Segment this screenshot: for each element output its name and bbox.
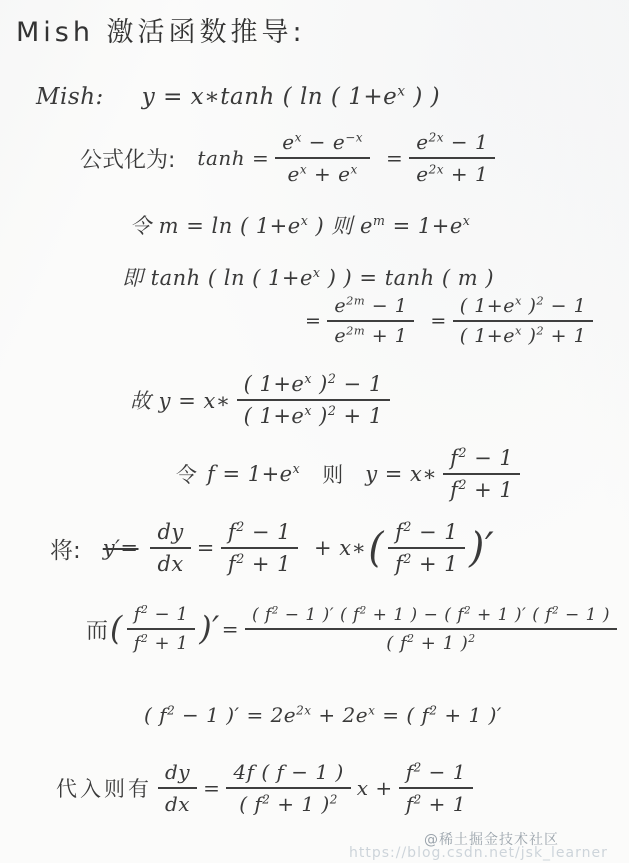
- line-f-prime: [144, 703, 502, 727]
- line-derivative: [50, 520, 496, 576]
- substitute-text: 即 tanh ( ln ( $1+e^x$ ) ) = tanh ( m ): [122, 265, 495, 290]
- fraction-numerator: $e^{2x} - 1$: [409, 130, 495, 159]
- open-paren: (: [110, 610, 123, 648]
- equals-sign: =: [203, 776, 221, 800]
- close-paren-prime: )′: [199, 610, 220, 648]
- fraction-e2m: [327, 295, 414, 347]
- fraction-denominator: ( $f^2 + 1$ )$^2$: [239, 792, 338, 816]
- fraction-numerator: dy: [158, 760, 197, 789]
- fraction-tanh-exp: [275, 130, 370, 186]
- fraction-final-main: [226, 760, 350, 816]
- open-paren: (: [368, 524, 385, 572]
- let-f-definition: $f = 1+e^x$: [207, 461, 301, 486]
- line-mish-definition: [36, 84, 440, 110]
- fraction-numerator: dy: [150, 520, 190, 549]
- fraction-numerator: $e^x - e^{-x}$: [275, 130, 370, 159]
- then-keyword: 则: [322, 463, 344, 487]
- fraction-denominator: $e^{2m} + 1$: [334, 323, 408, 347]
- fraction-dy-dx: [158, 760, 197, 816]
- fraction-f-term-primed: [388, 520, 465, 576]
- mish-label: Mish:: [36, 84, 104, 110]
- fraction-final-tail: [399, 760, 473, 816]
- line-quotient-rule: [86, 604, 623, 654]
- fraction-lhs: [127, 604, 196, 654]
- so-y-pre: 故 y = x∗: [130, 389, 231, 413]
- final-label: 代入则有: [56, 777, 152, 801]
- fraction-quotient-result: [245, 605, 617, 654]
- equals-sign: =: [221, 617, 239, 641]
- line-expand: [305, 295, 599, 347]
- y-equals: y = x∗: [365, 462, 438, 486]
- line-final-result: [56, 760, 479, 816]
- fraction-1ex-squared: [453, 295, 593, 347]
- quotient-label: 而: [86, 618, 109, 644]
- fraction-tanh-e2x: [409, 130, 495, 186]
- equals-sign: =: [386, 146, 404, 170]
- struck-out-y-prime: y′=: [102, 536, 139, 560]
- close-paren-prime: )′: [469, 524, 495, 572]
- line-let-f: [176, 446, 526, 502]
- equals-sign: =: [305, 310, 322, 332]
- fraction-denominator: $e^x + e^x$: [287, 162, 358, 186]
- fraction-denominator: ( $1+e^x$ )$^2$ + 1: [459, 323, 587, 347]
- fraction-numerator: $f^2 - 1$: [127, 604, 196, 630]
- page-title: Mish 激活函数推导:: [16, 17, 306, 48]
- watermark-community: @稀土掘金技术社区: [424, 832, 559, 848]
- let-f-keyword: 令: [176, 463, 197, 487]
- fraction-denominator: ( $f^2 + 1$ )$^2$: [386, 631, 476, 654]
- fraction-denominator: dx: [165, 792, 191, 816]
- fraction-numerator: ( $f^2 - 1$ )′ ( $f^2 + 1$ ) − ( $f^2 + 1$ )′ ( $f^2 - 1$ ): [245, 605, 617, 630]
- fraction-denominator: $e^{2x} + 1$: [416, 162, 489, 186]
- fraction-numerator: $e^{2m} - 1$: [327, 295, 414, 322]
- fraction-y-expression: [237, 372, 390, 428]
- tanh-lhs: tanh =: [197, 146, 270, 170]
- fraction-denominator: $f^2 + 1$: [405, 792, 466, 816]
- watermark-url: https://blog.csdn.net/jsk_learner: [349, 845, 608, 861]
- derivative-label: 将:: [50, 537, 81, 564]
- fraction-denominator: $f^2 + 1$: [450, 477, 514, 502]
- fraction-denominator: $f^2 + 1$: [133, 632, 189, 654]
- let-m-text: 令 m = ln ( $1+e^x$ ) 则 $e^m = 1+e^x$: [130, 213, 471, 238]
- fraction-denominator: ( $1+e^x$ )$^2$ + 1: [243, 403, 383, 428]
- fraction-numerator: $f^2 - 1$: [399, 760, 473, 789]
- equals-sign: =: [196, 536, 215, 560]
- f-prime-text: ( $f^2 - 1$ )′ = $2e^{2x} + 2e^x$ = ( $f^2 + 1$ )′: [144, 703, 502, 727]
- line-let-m: [130, 210, 470, 240]
- fraction-numerator: $f^2 - 1$: [221, 520, 298, 549]
- mish-formula: y = x∗tanh ( ln ( $1+e^x$ ) ): [141, 83, 441, 110]
- fraction-f-term: [221, 520, 298, 576]
- line-substitute: [122, 262, 494, 292]
- fraction-numerator: ( $1+e^x$ )$^2$ − 1: [237, 372, 390, 401]
- fraction-numerator: $f^2 - 1$: [388, 520, 465, 549]
- line-so-y: [130, 372, 396, 428]
- fraction-numerator: 4f ( f − 1 ): [226, 760, 350, 789]
- fraction-dy-dx: [150, 520, 190, 576]
- fraction-f-squared: [443, 446, 520, 502]
- plus-x-times: + x∗: [314, 536, 367, 560]
- fraction-numerator: $f^2 - 1$: [443, 446, 520, 475]
- tanh-form-label: 公式化为:: [80, 147, 176, 173]
- equals-sign: =: [430, 310, 447, 332]
- fraction-denominator: $f^2 + 1$: [227, 551, 292, 576]
- fraction-denominator: dx: [157, 552, 184, 576]
- line-tanh-form: [80, 130, 501, 186]
- x-plus: x +: [356, 776, 393, 800]
- fraction-denominator: $f^2 + 1$: [395, 551, 459, 576]
- fraction-numerator: ( $1+e^x$ )$^2$ − 1: [453, 295, 593, 322]
